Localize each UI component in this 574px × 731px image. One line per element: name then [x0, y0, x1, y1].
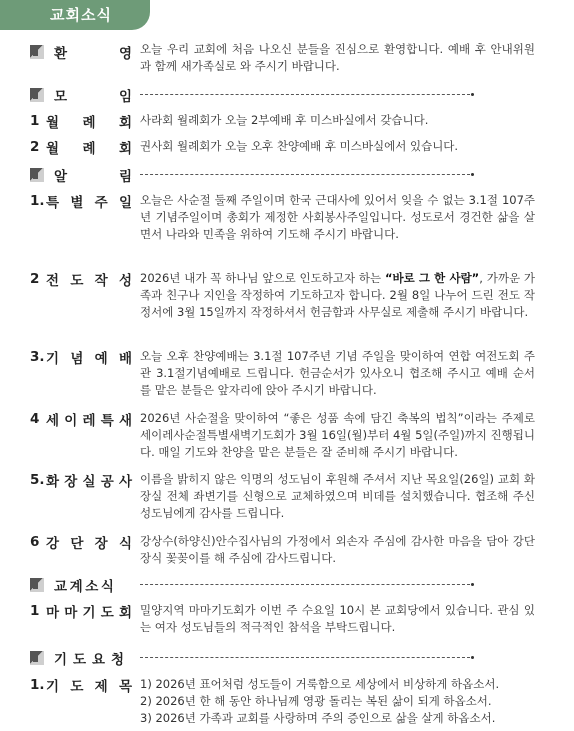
section-tab-title: 교회소식 [50, 6, 112, 24]
welcome-label: 환 영 [30, 41, 132, 63]
section-marker-icon [30, 88, 44, 102]
notice-item-text: 이름을 밝히지 않은 익명의 성도님이 후원해 주셔서 지난 목요일(26일) 교회 화장실 전체 좌변기를 신형으로 교체하였으며 비데를 설치했습니다. 협조해 주신 성도님에게 감사를 드립니다. [140, 472, 535, 521]
prayer-line: 3) 2026년 가족과 교회를 사랑하며 주의 증인으로 삶을 살게 하옵소서. [140, 711, 496, 726]
dashed-divider [140, 657, 470, 658]
prayer-line: 2) 2026년 한 해 동안 하나님께 영광 돌리는 복된 삶이 되게 하옵소서. [140, 694, 492, 709]
notice-item-text: 강상수(하양신)안수집사님의 가정에서 외손자 주심에 감사한 마음을 담아 강단 장식 꽃꽂이를 해 주심에 감사드립니다. [140, 534, 535, 566]
section-marker-icon [30, 578, 44, 592]
notice-item-text: 2026년 사순절을 맞이하여 “좋은 성품 속에 담긴 축복의 법칙”이라는 주제로 세이레사순절특별새벽기도회가 3월 16일(월)부터 4월 5일(주일)까지 진행됩니다. 매일 기도와 찬양을 맡은 분들은 잘 준비해 주시기 바랍니다. [140, 411, 535, 460]
district-item-text: 밀양지역 마마기도회가 이번 주 수요일 10시 본 교회당에서 있습니다. 관심 있는 여자 성도님들의 적극적인 참석을 부탁드립니다. [140, 603, 535, 635]
section-marker-icon [30, 168, 44, 182]
section-marker-icon [30, 45, 44, 59]
notice-item-text: 2026년 내가 꼭 하나님 앞으로 인도하고자 하는 “바로 그 한 사람”, 가까운 가족과 친구나 지인을 작정하여 기도하고자 합니다. 2월 8일 나누어 드린 전도 작정서에 3월 15일까지 작정하셔서 헌금함과 사무실로 제출해 주시기 바랍니다. [140, 271, 536, 320]
section-marker-icon [30, 651, 44, 665]
dashed-divider [140, 94, 470, 95]
welcome-text: 오늘 우리 교회에 처음 나오신 분들을 진심으로 환영합니다. 예배 후 안내위원과 함께 새가족실로 와 주시기 바랍니다. [140, 42, 535, 74]
meeting-item-text: 사라회 월례회가 오늘 2부예배 후 미스바실에서 갖습니다. [140, 113, 429, 127]
prayer-line: 1) 2026년 표어처럼 성도들이 거룩함으로 세상에서 비상하게 하옵소서. [140, 677, 500, 691]
meeting-item-text: 권사회 월례회가 오늘 오후 찬양예배 후 미스바실에서 있습니다. [140, 139, 459, 153]
prayer-item-list [140, 676, 535, 728]
dashed-divider [140, 584, 470, 585]
notice-item-text: 오늘은 사순절 둘째 주일이며 한국 근대사에 있어서 잊을 수 없는 3.1절 107주년 기념주일이며 총회가 제정한 사회봉사주일입니다. 성도로서 경건한 삶을 살면서 나라와 민족을 위하여 기도해 주시기 바랍니다. [140, 193, 535, 242]
notice-item-text: 오늘 오후 찬양예배는 3.1절 107주년 기념 주일을 맞이하여 연합 여전도회 주관 3.1절기념예배로 드립니다. 헌금순서가 있사오니 협조해 주시고 예배 순서를 맡은 분들은 앞자리에 앉아 주시기 바랍니다. [140, 349, 535, 398]
dashed-divider [140, 174, 470, 175]
section-tab [0, 0, 150, 30]
